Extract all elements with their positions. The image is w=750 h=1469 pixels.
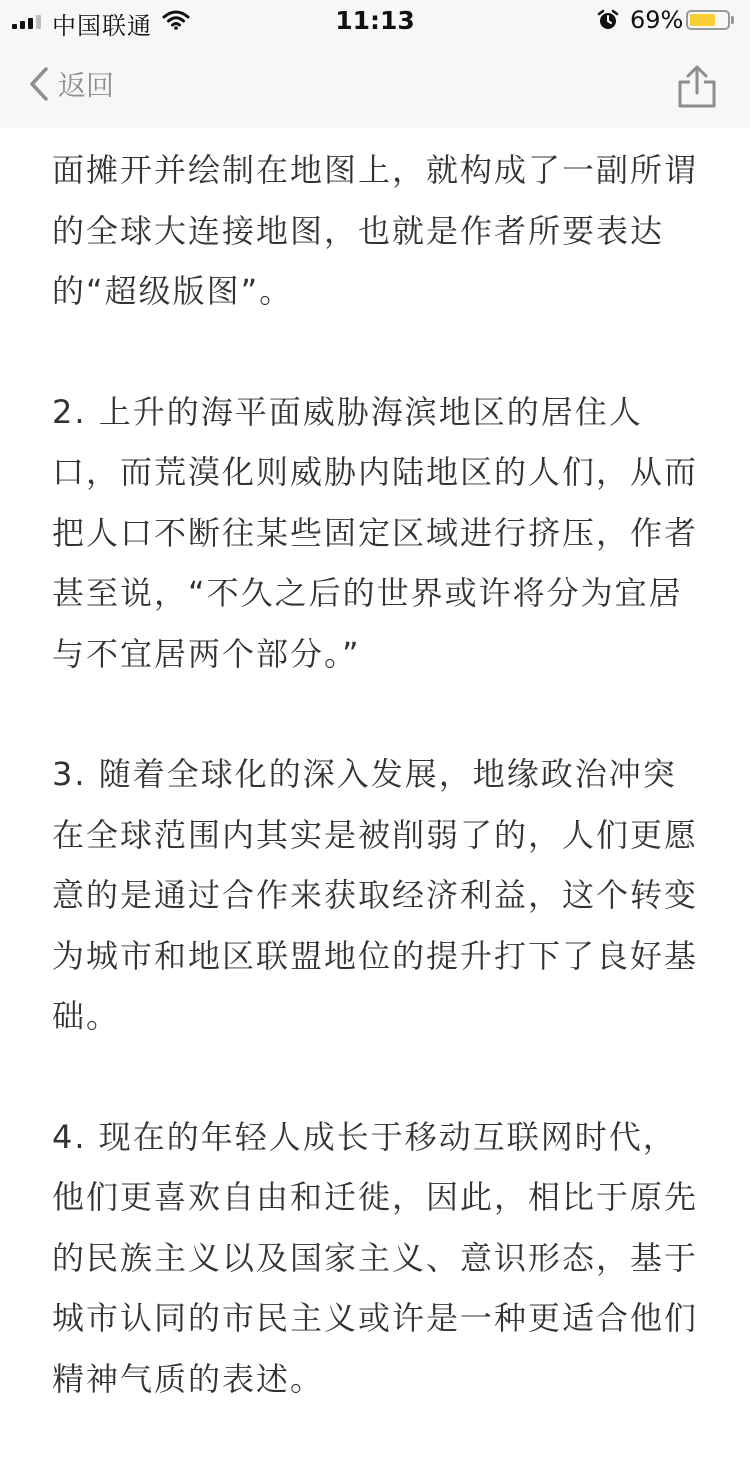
carrier-name: 中国联通 — [52, 12, 152, 40]
chevron-left-icon — [28, 66, 50, 102]
article-paragraph: 4. 现在的年轻人成长于移动互联网时代，他们更喜欢自由和迁徙，因此，相比于原先的民族主义以及国家主义、意识形态，基于城市认同的市民主义或许是一种更适合他们精神气质的表述。 — [52, 1117, 699, 1398]
navigation-bar — [0, 40, 750, 128]
battery-icon — [686, 10, 730, 30]
battery-percent: 69% — [630, 6, 684, 34]
battery-cap — [731, 16, 734, 24]
share-icon — [672, 62, 722, 112]
article-paragraph: 2. 上升的海平面威胁海滨地区的居住人口，而荒漠化则威胁内陆地区的人们，从而把人口不断往某些固定区域进行挤压，作者甚至说，“不久之后的世界或许将分为宜居与不宜居两个部分。” — [52, 392, 699, 673]
share-button[interactable] — [672, 62, 722, 112]
article-paragraph: 3. 随着全球化的深入发展，地缘政治冲突在全球范围内其实是被削弱了的，人们更愿意的是通过合作来获取经济利益，这个转变为城市和地区联盟地位的提升打下了良好基础。 — [52, 755, 699, 1035]
alarm-clock-icon — [597, 9, 619, 31]
battery-level-fill — [690, 14, 715, 26]
article-paragraph: 面摊开并绘制在地图上，就构成了一副所谓的全球大连接地图，也就是作者所要表达的“超级版图”。 — [52, 151, 699, 310]
article-body — [52, 140, 702, 1469]
status-time: 11:13 — [335, 6, 415, 35]
status-bar — [0, 0, 750, 40]
back-label: 返回 — [58, 69, 115, 102]
back-button[interactable] — [28, 62, 114, 106]
